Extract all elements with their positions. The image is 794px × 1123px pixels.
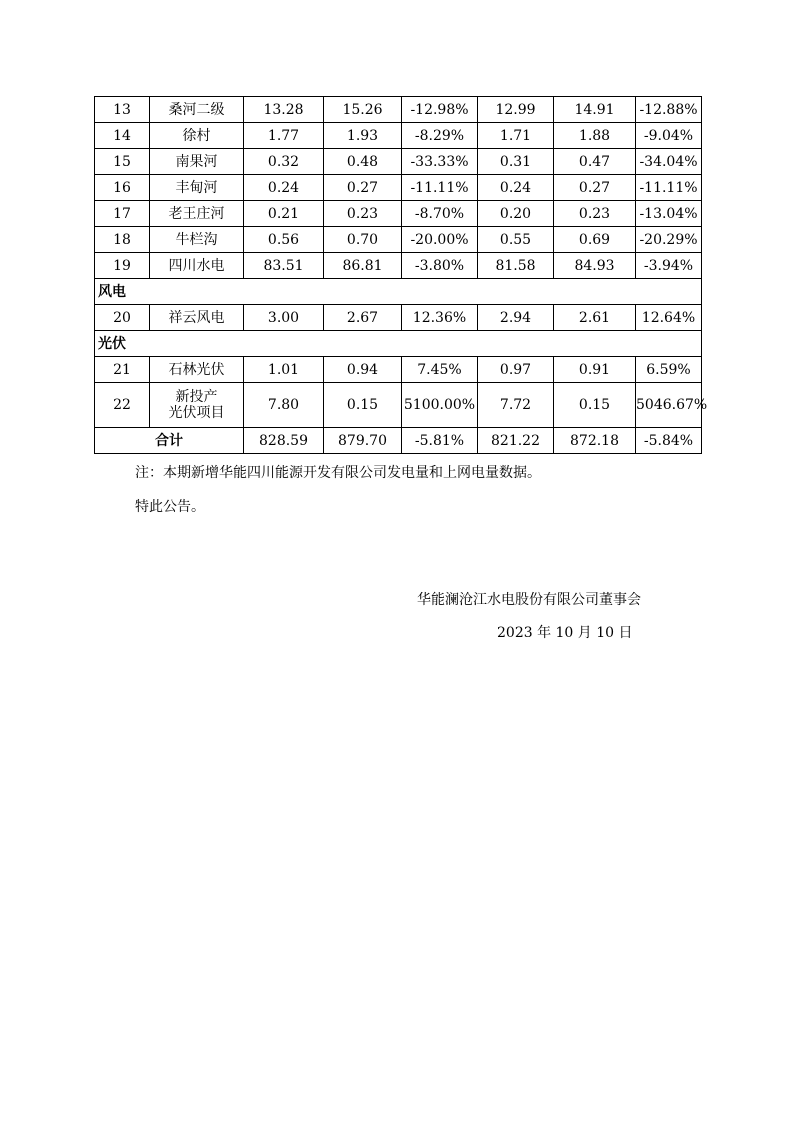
cell-value: 14.91: [554, 97, 636, 123]
row-number: 13: [95, 97, 150, 123]
cell-value: 0.94: [324, 357, 402, 383]
total-row: [95, 428, 702, 454]
table-row: [95, 305, 702, 331]
cell-value: 1.77: [244, 123, 324, 149]
row-number: 15: [95, 149, 150, 175]
row-number: 18: [95, 227, 150, 253]
footnote: 注：本期新增华能四川能源开发有限公司发电量和上网电量数据。: [135, 465, 541, 481]
cell-value: 0.31: [478, 149, 554, 175]
cell-value: 84.93: [554, 253, 636, 279]
power-generation-table: [94, 96, 708, 454]
cell-value: 0.48: [324, 149, 402, 175]
cell-value: 1.93: [324, 123, 402, 149]
total-value: -5.84%: [636, 428, 702, 454]
cell-value: 0.70: [324, 227, 402, 253]
total-value: -5.81%: [402, 428, 478, 454]
cell-value: 0.24: [244, 175, 324, 201]
station-name: 徐村: [150, 123, 244, 149]
cell-value: 0.32: [244, 149, 324, 175]
cell-value: 5100.00%: [402, 383, 478, 428]
station-name: 牛栏沟: [150, 227, 244, 253]
table-row: [95, 383, 702, 428]
cell-value: 86.81: [324, 253, 402, 279]
table-row: [95, 123, 702, 149]
station-name: 桑河二级: [150, 97, 244, 123]
total-value: 821.22: [478, 428, 554, 454]
cell-value: 0.24: [478, 175, 554, 201]
cell-value: 0.55: [478, 227, 554, 253]
cell-value: -20.29%: [636, 227, 702, 253]
cell-value: 2.61: [554, 305, 636, 331]
station-name: 丰甸河: [150, 175, 244, 201]
cell-value: -9.04%: [636, 123, 702, 149]
row-number: 21: [95, 357, 150, 383]
cell-value: -3.80%: [402, 253, 478, 279]
cell-value: 7.45%: [402, 357, 478, 383]
cell-value: 1.01: [244, 357, 324, 383]
cell-value: 3.00: [244, 305, 324, 331]
total-value: 872.18: [554, 428, 636, 454]
station-name-line-2: 光伏项目: [168, 405, 225, 421]
table-row: [95, 201, 702, 227]
station-name: 石林光伏: [150, 357, 244, 383]
row-number: 14: [95, 123, 150, 149]
cell-value: 0.47: [554, 149, 636, 175]
cell-value: -13.04%: [636, 201, 702, 227]
table-row: [95, 357, 702, 383]
signature-board: 华能澜沧江水电股份有限公司董事会: [417, 592, 641, 608]
station-name: 老王庄河: [150, 201, 244, 227]
cell-value: 1.71: [478, 123, 554, 149]
station-name-line-1: 新投产: [175, 389, 218, 405]
station-name: 四川水电: [150, 253, 244, 279]
cell-value: 6.59%: [636, 357, 702, 383]
cell-value: 5046.67%: [636, 383, 702, 428]
cell-value: 1.88: [554, 123, 636, 149]
cell-value: 0.15: [324, 383, 402, 428]
announcement-date: 2023 年 10 月 10 日: [497, 625, 633, 641]
table-row: [95, 175, 702, 201]
cell-value: 12.99: [478, 97, 554, 123]
cell-value: -12.88%: [636, 97, 702, 123]
cell-value: 81.58: [478, 253, 554, 279]
category-row-solar: [95, 331, 702, 357]
cell-value: 12.36%: [402, 305, 478, 331]
total-label: 合计: [95, 428, 244, 454]
closing-statement: 特此公告。: [135, 499, 205, 515]
cell-value: 13.28: [244, 97, 324, 123]
table-row: [95, 97, 702, 123]
category-label-solar: 光伏: [95, 331, 702, 357]
cell-value: -34.04%: [636, 149, 702, 175]
cell-value: 0.27: [554, 175, 636, 201]
cell-value: 0.91: [554, 357, 636, 383]
cell-value: -8.70%: [402, 201, 478, 227]
cell-value: 7.72: [478, 383, 554, 428]
station-name: 祥云风电: [150, 305, 244, 331]
cell-value: 0.23: [324, 201, 402, 227]
cell-value: 0.21: [244, 201, 324, 227]
cell-value: -8.29%: [402, 123, 478, 149]
cell-value: -12.98%: [402, 97, 478, 123]
cell-value: -11.11%: [636, 175, 702, 201]
station-name: 南果河: [150, 149, 244, 175]
cell-value: -33.33%: [402, 149, 478, 175]
cell-value: 12.64%: [636, 305, 702, 331]
station-name: [150, 383, 244, 428]
table-row: [95, 253, 702, 279]
cell-value: 83.51: [244, 253, 324, 279]
table-row: [95, 149, 702, 175]
cell-value: 0.56: [244, 227, 324, 253]
cell-value: 0.23: [554, 201, 636, 227]
cell-value: 0.27: [324, 175, 402, 201]
row-number: 19: [95, 253, 150, 279]
table-row: [95, 227, 702, 253]
row-number: 22: [95, 383, 150, 428]
category-label-wind: 风电: [95, 279, 702, 305]
row-number: 20: [95, 305, 150, 331]
cell-value: 0.20: [478, 201, 554, 227]
cell-value: 7.80: [244, 383, 324, 428]
row-number: 16: [95, 175, 150, 201]
category-row-wind: [95, 279, 702, 305]
cell-value: 0.97: [478, 357, 554, 383]
cell-value: 2.67: [324, 305, 402, 331]
cell-value: -20.00%: [402, 227, 478, 253]
total-value: 879.70: [324, 428, 402, 454]
cell-value: 0.69: [554, 227, 636, 253]
cell-value: 0.15: [554, 383, 636, 428]
cell-value: -3.94%: [636, 253, 702, 279]
cell-value: 2.94: [478, 305, 554, 331]
cell-value: -11.11%: [402, 175, 478, 201]
row-number: 17: [95, 201, 150, 227]
total-value: 828.59: [244, 428, 324, 454]
cell-value: 15.26: [324, 97, 402, 123]
